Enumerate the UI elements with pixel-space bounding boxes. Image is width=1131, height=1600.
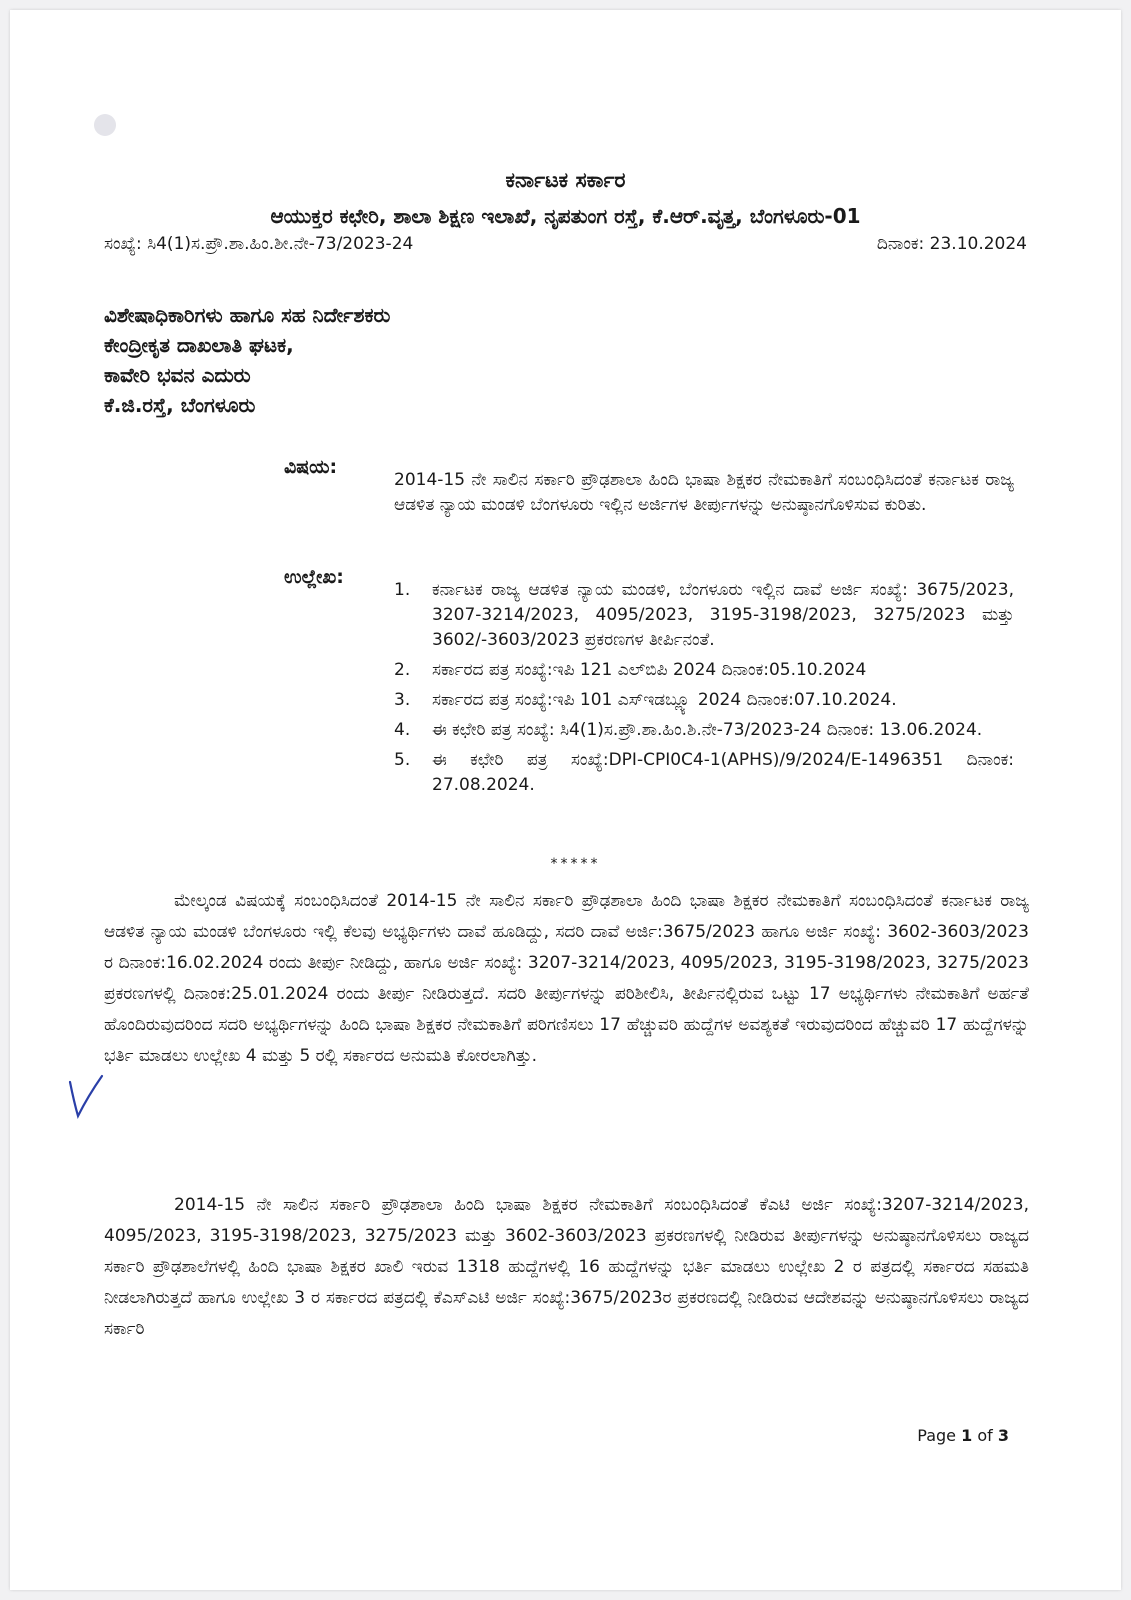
reference-text: ಸರ್ಕಾರದ ಪತ್ರ ಸಂಖ್ಯೆ:ಇಪಿ 101 ಎಸ್‌ಇಡಬ್ಲ್ಯೂ 2024 ದಿನಾಂಕ:07.10.2024. [432,690,897,710]
handwritten-tick-icon [66,1072,106,1122]
reference-number-label: 1. [394,580,411,600]
address-line: ಕೇಂದ್ರೀಕೃತ ದಾಖಲಾತಿ ಘಟಕ, [104,333,294,357]
reference-text: ಸರ್ಕಾರದ ಪತ್ರ ಸಂಖ್ಯೆ:ಇಪಿ 121 ಎಲ್‌ಬಿಪಿ 2024 ದಿನಾಂಕ:05.10.2024 [432,660,867,680]
page-total: 3 [997,1426,1009,1445]
reference-item [394,658,1014,683]
letter-date: ದಿನಾಂಕ: 23.10.2024 [876,234,1027,254]
reference-number-label: 2. [394,660,411,680]
reference-item [394,688,1014,713]
page-current: 1 [961,1426,973,1445]
address-line: ವಿಶೇಷಾಧಿಕಾರಿಗಳು ಹಾಗೂ ಸಹ ನಿರ್ದೇಶಕರು [104,303,391,327]
references-label: ಉಲ್ಲೇಖ: [284,566,344,588]
address-line: ಕಾವೇರಿ ಭವನ ಎದುರು [104,363,251,387]
reference-item [394,578,1014,653]
punch-hole-mark [94,114,116,136]
section-separator: ***** [550,856,601,872]
reference-item [394,718,1014,743]
subject-label: ವಿಷಯ: [284,456,338,478]
office-address-heading: ಆಯುಕ್ತರ ಕಛೇರಿ, ಶಾಲಾ ಶಿಕ್ಷಣ ಇಲಾಖೆ, ನೃಪತುಂಗ ರಸ್ತೆ, ಕೆ.ಆರ್.ವೃತ್ತ, ಬೆಂಗಳೂರು-01 [270,204,861,228]
reference-item [394,748,1014,798]
government-title: ಕರ್ನಾಟಕ ಸರ್ಕಾರ [505,168,626,192]
document-page [10,10,1121,1590]
reference-text: ಕರ್ನಾಟಕ ರಾಜ್ಯ ಆಡಳಿತ ನ್ಯಾಯ ಮಂಡಳಿ, ಬೆಂಗಳೂರು ಇಲ್ಲಿನ ದಾವೆ ಅರ್ಜಿ ಸಂಖ್ಯೆ: 3675/2023, 3207-3214/2023, 4095/2023, 3195-3198/2023, 3275/2023 ಮತ್ತು 3602/-3603/2023 ಪ್ರಕರಣಗಳ ತೀರ್ಪಿನಂತೆ. [432,580,1014,650]
body-paragraph-1: ಮೇಲ್ಕಂಡ ವಿಷಯಕ್ಕೆ ಸಂಬಂಧಿಸಿದಂತೆ 2014-15 ನೇ ಸಾಲಿನ ಸರ್ಕಾರಿ ಪ್ರೌಢಶಾಲಾ ಹಿಂದಿ ಭಾಷಾ ಶಿಕ್ಷಕರ ನೇಮಕಾತಿಗೆ ಸಂಬಂಧಿಸಿದಂತೆ ಕರ್ನಾಟಕ ರಾಜ್ಯ ಆಡಳಿತ ನ್ಯಾಯ ಮಂಡಳಿ ಬೆಂಗಳೂರು ಇಲ್ಲಿ ಕೆಲವು ಅಭ್ಯರ್ಥಿಗಳು ದಾವೆ ಹೂಡಿದ್ದು, ಸದರಿ ದಾವೆ ಅರ್ಜಿ:3675/2023 ಹಾಗೂ ಅರ್ಜಿ ಸಂಖ್ಯೆ: 3602-3603/2023 ರ ದಿನಾಂಕ:16.02.2024 ರಂದು ತೀರ್ಪು ನೀಡಿದ್ದು, ಹಾಗೂ ಅರ್ಜಿ ಸಂಖ್ಯೆ: 3207-3214/2023, 4095/2023, 3195-3198/2023, 3275/2023 ಪ್ರಕರಣಗಳಲ್ಲಿ ದಿನಾಂಕ:25.01.2024 ರಂದು ತೀರ್ಪು ನೀಡಿರುತ್ತದೆ. ಸದರಿ ತೀರ್ಪುಗಳನ್ನು ಪರಿಶೀಲಿಸಿ, ತೀರ್ಪಿನಲ್ಲಿರುವ ಒಟ್ಟು 17 ಅಭ್ಯರ್ಥಿಗಳು ನೇಮಕಾತಿಗೆ ಅರ್ಹತೆ ಹೊಂದಿರುವುದರಿಂದ ಸದರಿ ಅಭ್ಯರ್ಥಿಗಳನ್ನು ಹಿಂದಿ ಭಾಷಾ ಶಿಕ್ಷಕರ ನೇಮಕಾತಿಗೆ ಪರಿಗಣಿಸಲು 17 ಹೆಚ್ಚುವರಿ ಹುದ್ದೆಗಳ ಅವಶ್ಯಕತೆ ಇರುವುದರಿಂದ ಹೆಚ್ಚುವರಿ 17 ಹುದ್ದೆಗಳನ್ನು ಭರ್ತಿ ಮಾಡಲು ಉಲ್ಲೇಖ 4 ಮತ್ತು 5 ರಲ್ಲಿ ಸರ್ಕಾರದ ಅನುಮತಿ ಕೋರಲಾಗಿತ್ತು. [104,891,1029,1066]
references-list [394,578,1014,803]
page-indicator [917,1426,1009,1445]
reference-number-label: 3. [394,690,411,710]
reference-text: ಈ ಕಛೇರಿ ಪತ್ರ ಸಂಖ್ಯೆ:DPI-CPI0C4-1(APHS)/9/2024/E-1496351 ದಿನಾಂಕ: 27.08.2024. [432,750,1014,795]
subject-text: 2014-15 ನೇ ಸಾಲಿನ ಸರ್ಕಾರಿ ಪ್ರೌಢಶಾಲಾ ಹಿಂದಿ ಭಾಷಾ ಶಿಕ್ಷಕರ ನೇಮಕಾತಿಗೆ ಸಂಬಂಧಿಸಿದಂತೆ ಕರ್ನಾಟಕ ರಾಜ್ಯ ಆಡಳಿತ ನ್ಯಾಯ ಮಂಡಳಿ ಬೆಂಗಳೂರು ಇಲ್ಲಿನ ಅರ್ಜಿಗಳ ತೀರ್ಪುಗಳನ್ನು ಅನುಷ್ಠಾನಗೊಳಿಸುವ ಕುರಿತು. [394,470,1014,515]
reference-number-label: 5. [394,750,411,770]
address-line: ಕೆ.ಜಿ.ರಸ್ತೆ, ಬೆಂಗಳೂರು [104,393,256,417]
recipient-address [104,300,390,420]
page-label: Page [917,1426,957,1445]
page-of-label: of [977,1426,993,1445]
reference-number: ಸಂಖ್ಯೆ: ಸಿ4(1)ಸ.ಪ್ರೌ.ಶಾ.ಹಿಂ.ಶೀ.ನೇ-73/2023-24 [104,234,414,254]
body-paragraph-2: 2014-15 ನೇ ಸಾಲಿನ ಸರ್ಕಾರಿ ಪ್ರೌಢಶಾಲಾ ಹಿಂದಿ ಭಾಷಾ ಶಿಕ್ಷಕರ ನೇಮಕಾತಿಗೆ ಸಂಬಂಧಿಸಿದಂತೆ ಕೆಎಟಿ ಅರ್ಜಿ ಸಂಖ್ಯೆ:3207-3214/2023, 4095/2023, 3195-3198/2023, 3275/2023 ಮತ್ತು 3602-3603/2023 ಪ್ರಕರಣಗಳಲ್ಲಿ ನೀಡಿರುವ ತೀರ್ಪುಗಳನ್ನು ಅನುಷ್ಠಾನಗೊಳಿಸಲು ರಾಜ್ಯದ ಸರ್ಕಾರಿ ಪ್ರೌಢಶಾಲೆಗಳಲ್ಲಿ ಹಿಂದಿ ಭಾಷಾ ಶಿಕ್ಷಕರ ಖಾಲಿ ಇರುವ 1318 ಹುದ್ದೆಗಳಲ್ಲಿ 16 ಹುದ್ದೆಗಳನ್ನು ಭರ್ತಿ ಮಾಡಲು ಉಲ್ಲೇಖ 2 ರ ಪತ್ರದಲ್ಲಿ ಸರ್ಕಾರದ ಸಹಮತಿ ನೀಡಲಾಗಿರುತ್ತದೆ ಹಾಗೂ ಉಲ್ಲೇಖ 3 ರ ಸರ್ಕಾರದ ಪತ್ರದಲ್ಲಿ ಕೆಎಸ್‌ಎಟಿ ಅರ್ಜಿ ಸಂಖ್ಯೆ:3675/2023ರ ಪ್ರಕರಣದಲ್ಲಿ ನೀಡಿರುವ ಆದೇಶವನ್ನು ಅನುಷ್ಠಾನಗೊಳಿಸಲು ರಾಜ್ಯದ ಸರ್ಕಾರಿ [104,1195,1029,1339]
reference-text: ಈ ಕಛೇರಿ ಪತ್ರ ಸಂಖ್ಯೆ: ಸಿ4(1)ಸ.ಪ್ರೌ.ಶಾ.ಹಿಂ.ಶಿ.ನೇ-73/2023-24 ದಿನಾಂಕ: 13.06.2024. [432,720,983,740]
reference-number-label: 4. [394,720,411,740]
